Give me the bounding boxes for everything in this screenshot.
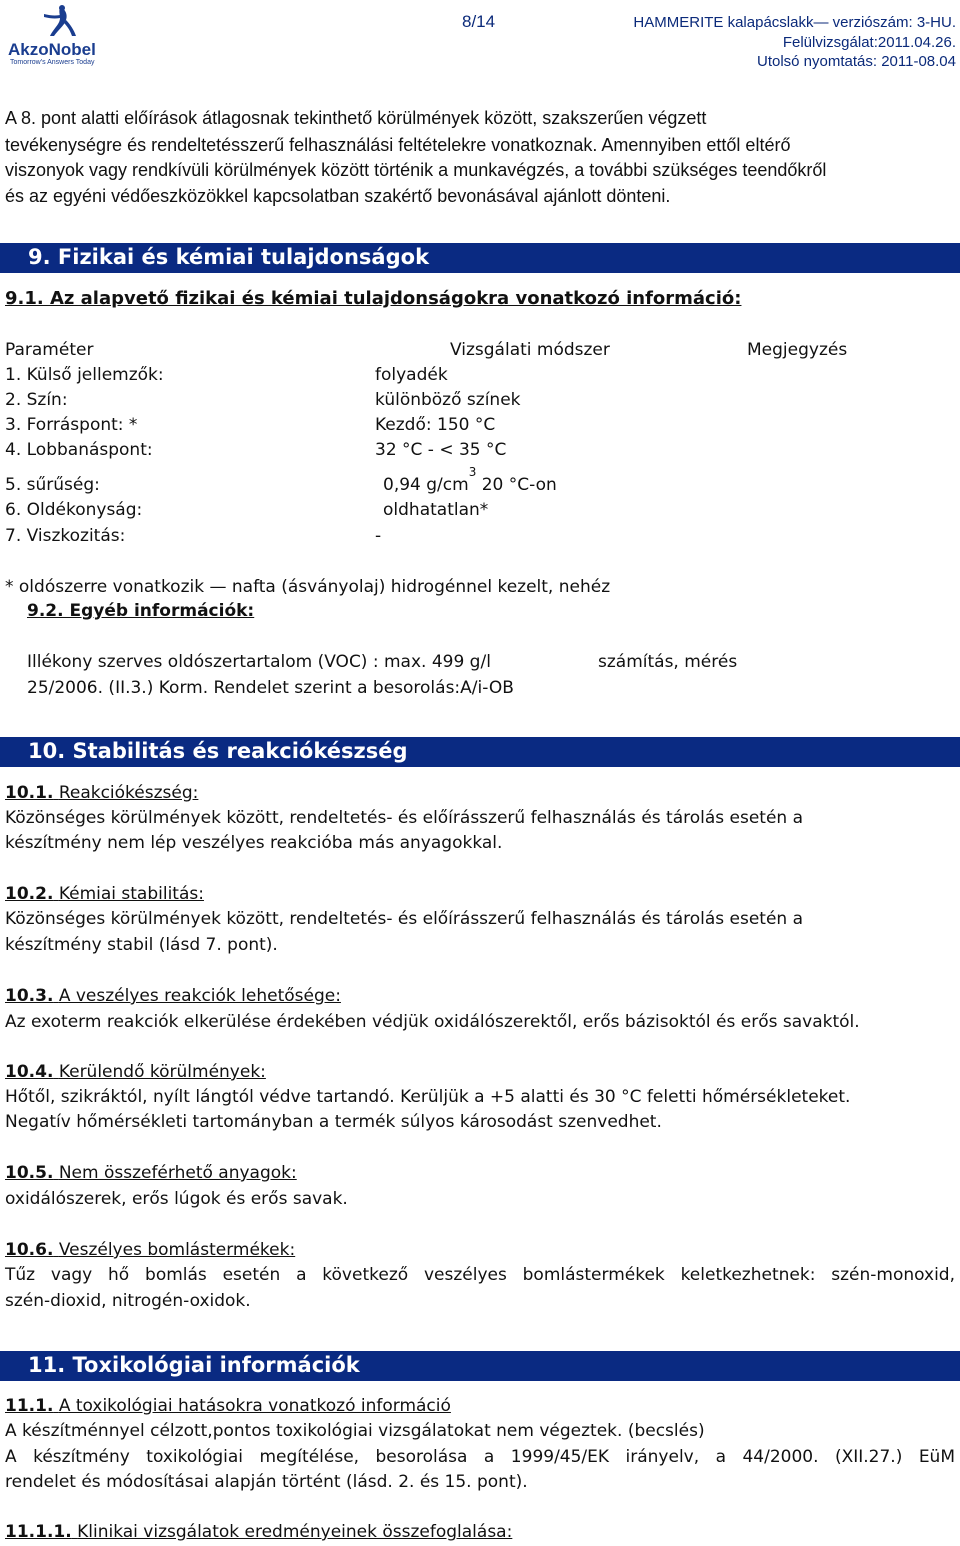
section-9-bar bbox=[0, 243, 960, 273]
param-value: különböző színek bbox=[375, 390, 521, 410]
param-name: 1. Külső jellemzők: bbox=[5, 365, 164, 385]
subsection-number: 10.1. bbox=[5, 783, 54, 803]
subsection-11-1-heading bbox=[5, 1394, 451, 1418]
body-line: Negatív hőmérsékleti tartományban a termék súlyos károsodást szenvedhet. bbox=[5, 1112, 662, 1132]
body-line: szén-dioxid, nitrogén-oxidok. bbox=[5, 1291, 251, 1311]
subsection-title: Klinikai vizsgálatok eredményeinek összefoglalása: bbox=[77, 1522, 513, 1542]
logo-tagline: Tomorrow's Answers Today bbox=[10, 59, 95, 66]
subsection-number: 10.6. bbox=[5, 1240, 54, 1260]
subsection-number: 11.1.1. bbox=[5, 1522, 72, 1542]
param-name: 5. sűrűség: bbox=[5, 475, 100, 495]
body-line: rendelet és módosításai alapján történt (lásd. 2. és 15. pont). bbox=[5, 1472, 528, 1492]
body-line: Közönséges körülmények között, rendeltetés- és előírásszerű felhasználás és tárolás esetén a bbox=[5, 808, 804, 828]
body-line: Hőtől, szikráktól, nyílt lángtól védve tartandó. Kerüljük a +5 alatti és 30 °C feletti hőmérsékleteket. bbox=[5, 1087, 851, 1107]
body-line: készítmény stabil (lásd 7. pont). bbox=[5, 935, 278, 955]
param-value: folyadék bbox=[375, 365, 448, 385]
voc-line: Illékony szerves oldószertartalom (VOC) : max. 499 g/l bbox=[27, 652, 491, 672]
body-line: Az exoterm reakciók elkerülése érdekében védjük oxidálószerektől, erős bázisoktól és erős savaktól. bbox=[5, 1012, 860, 1032]
density-temperature: 20 °C-on bbox=[476, 475, 557, 495]
subsection-heading bbox=[5, 1238, 295, 1262]
subsection-number: 10.3. bbox=[5, 986, 54, 1006]
voc-note: számítás, mérés bbox=[598, 652, 738, 672]
param-name: 7. Viszkozitás: bbox=[5, 526, 126, 546]
param-value bbox=[383, 465, 557, 498]
body-line: A készítménnyel célzott,pontos toxikológiai vizsgálatokat nem végeztek. (becslés) bbox=[5, 1421, 705, 1441]
header-product-line: HAMMERITE kalapácslakk— verziószám: 3-HU. bbox=[633, 14, 956, 31]
section-10-title: 10. Stabilitás és reakciókészség bbox=[28, 739, 408, 763]
subsection-number: 11.1. bbox=[5, 1396, 54, 1416]
param-value: oldhatatlan* bbox=[383, 500, 489, 520]
table-header-parameter: Paraméter bbox=[5, 340, 94, 360]
subsection-heading bbox=[5, 882, 204, 906]
param-value: 32 °C - < 35 °C bbox=[375, 440, 507, 460]
body-line: készítmény nem lép veszélyes reakcióba más anyagokkal. bbox=[5, 833, 503, 853]
body-line: Tűz vagy hő bomlás esetén a következő veszélyes bomlástermékek keletkezhetnek: szén-monoxid, bbox=[5, 1265, 955, 1285]
subsection-title: Kémiai stabilitás: bbox=[58, 884, 204, 904]
voc-regulation-line: 25/2006. (II.3.) Korm. Rendelet szerint a besorolás:A/i-OB bbox=[27, 678, 514, 698]
header-print-line: Utolsó nyomtatás: 2011-08.04 bbox=[756, 53, 956, 70]
subsection-title: A toxikológiai hatásokra vonatkozó információ bbox=[58, 1396, 451, 1416]
solvent-footnote: * oldószerre vonatkozik — nafta (ásványolaj) hidrogénnel kezelt, nehéz bbox=[5, 577, 611, 597]
table-header-remark: Megjegyzés bbox=[747, 340, 848, 360]
subsection-11-1-1-heading bbox=[5, 1520, 512, 1544]
body-line: A készítmény toxikológiai megítélése, besorolása a 1999/45/EK irányelv, a 44/2000. (XII.27.) EüM bbox=[5, 1447, 955, 1467]
intro-line: viszonyok vagy rendkívüli körülmények között történik a munkavégzés, a további szükséges teendőkről bbox=[5, 160, 827, 180]
section-10-bar bbox=[0, 737, 960, 767]
subsection-title: Veszélyes bomlástermékek: bbox=[58, 1240, 296, 1260]
subsection-title: Nem összeférhető anyagok: bbox=[58, 1163, 297, 1183]
header-review-line: Felülvizsgálat:2011.04.26. bbox=[782, 34, 956, 51]
subsection-heading bbox=[5, 984, 341, 1008]
table-header-method: Vizsgálati módszer bbox=[450, 340, 610, 360]
intro-line: és az egyéni védőeszközökkel kapcsolatban szakértő bevonásával ajánlott dönteni. bbox=[5, 186, 671, 206]
body-line: oxidálószerek, erős lúgok és erős savak. bbox=[5, 1189, 348, 1209]
section-11-title: 11. Toxikológiai információk bbox=[28, 1353, 360, 1377]
density-value: 0,94 g/cm bbox=[383, 475, 469, 495]
param-value: - bbox=[375, 526, 382, 546]
body-line: Közönséges körülmények között, rendeltetés- és előírásszerű felhasználás és tárolás esetén a bbox=[5, 909, 804, 929]
param-name: 4. Lobbanáspont: bbox=[5, 440, 153, 460]
param-name: 2. Szín: bbox=[5, 390, 68, 410]
subsection-heading bbox=[5, 1161, 297, 1185]
logo-figure-icon bbox=[38, 4, 84, 38]
akzonobel-logo bbox=[8, 4, 118, 66]
section-11-bar bbox=[0, 1351, 960, 1381]
subsection-title: Kerülendő körülmények: bbox=[58, 1062, 266, 1082]
subsection-title: A veszélyes reakciók lehetősége: bbox=[58, 986, 341, 1006]
section-9-1-title: 9.1. Az alapvető fizikai és kémiai tulajdonságokra vonatkozó információ: bbox=[5, 288, 742, 309]
subsection-heading bbox=[5, 781, 198, 805]
intro-line: A 8. pont alatti előírások átlagosnak tekinthető körülmények között, szakszerűen végzett bbox=[5, 108, 707, 128]
section-9-title: 9. Fizikai és kémiai tulajdonságok bbox=[28, 245, 430, 269]
density-unit-exponent: 3 bbox=[468, 465, 477, 479]
subsection-title: Reakciókészség: bbox=[58, 783, 199, 803]
section-9-2-title: 9.2. Egyéb információk: bbox=[27, 601, 255, 621]
param-name: 3. Forráspont: * bbox=[5, 415, 138, 435]
subsection-number: 10.4. bbox=[5, 1062, 54, 1082]
intro-line: tevékenységre és rendeltetésszerű felhasználási feltételekre vonatkoznak. Amennyiben ettől eltérő bbox=[5, 135, 791, 155]
param-value: Kezdő: 150 °C bbox=[375, 415, 496, 435]
logo-wordmark: AkzoNobel bbox=[8, 40, 96, 59]
subsection-heading bbox=[5, 1060, 266, 1084]
subsection-number: 10.2. bbox=[5, 884, 54, 904]
subsection-number: 10.5. bbox=[5, 1163, 54, 1183]
param-name: 6. Oldékonyság: bbox=[5, 500, 143, 520]
page-number: 8/14 bbox=[462, 12, 496, 31]
